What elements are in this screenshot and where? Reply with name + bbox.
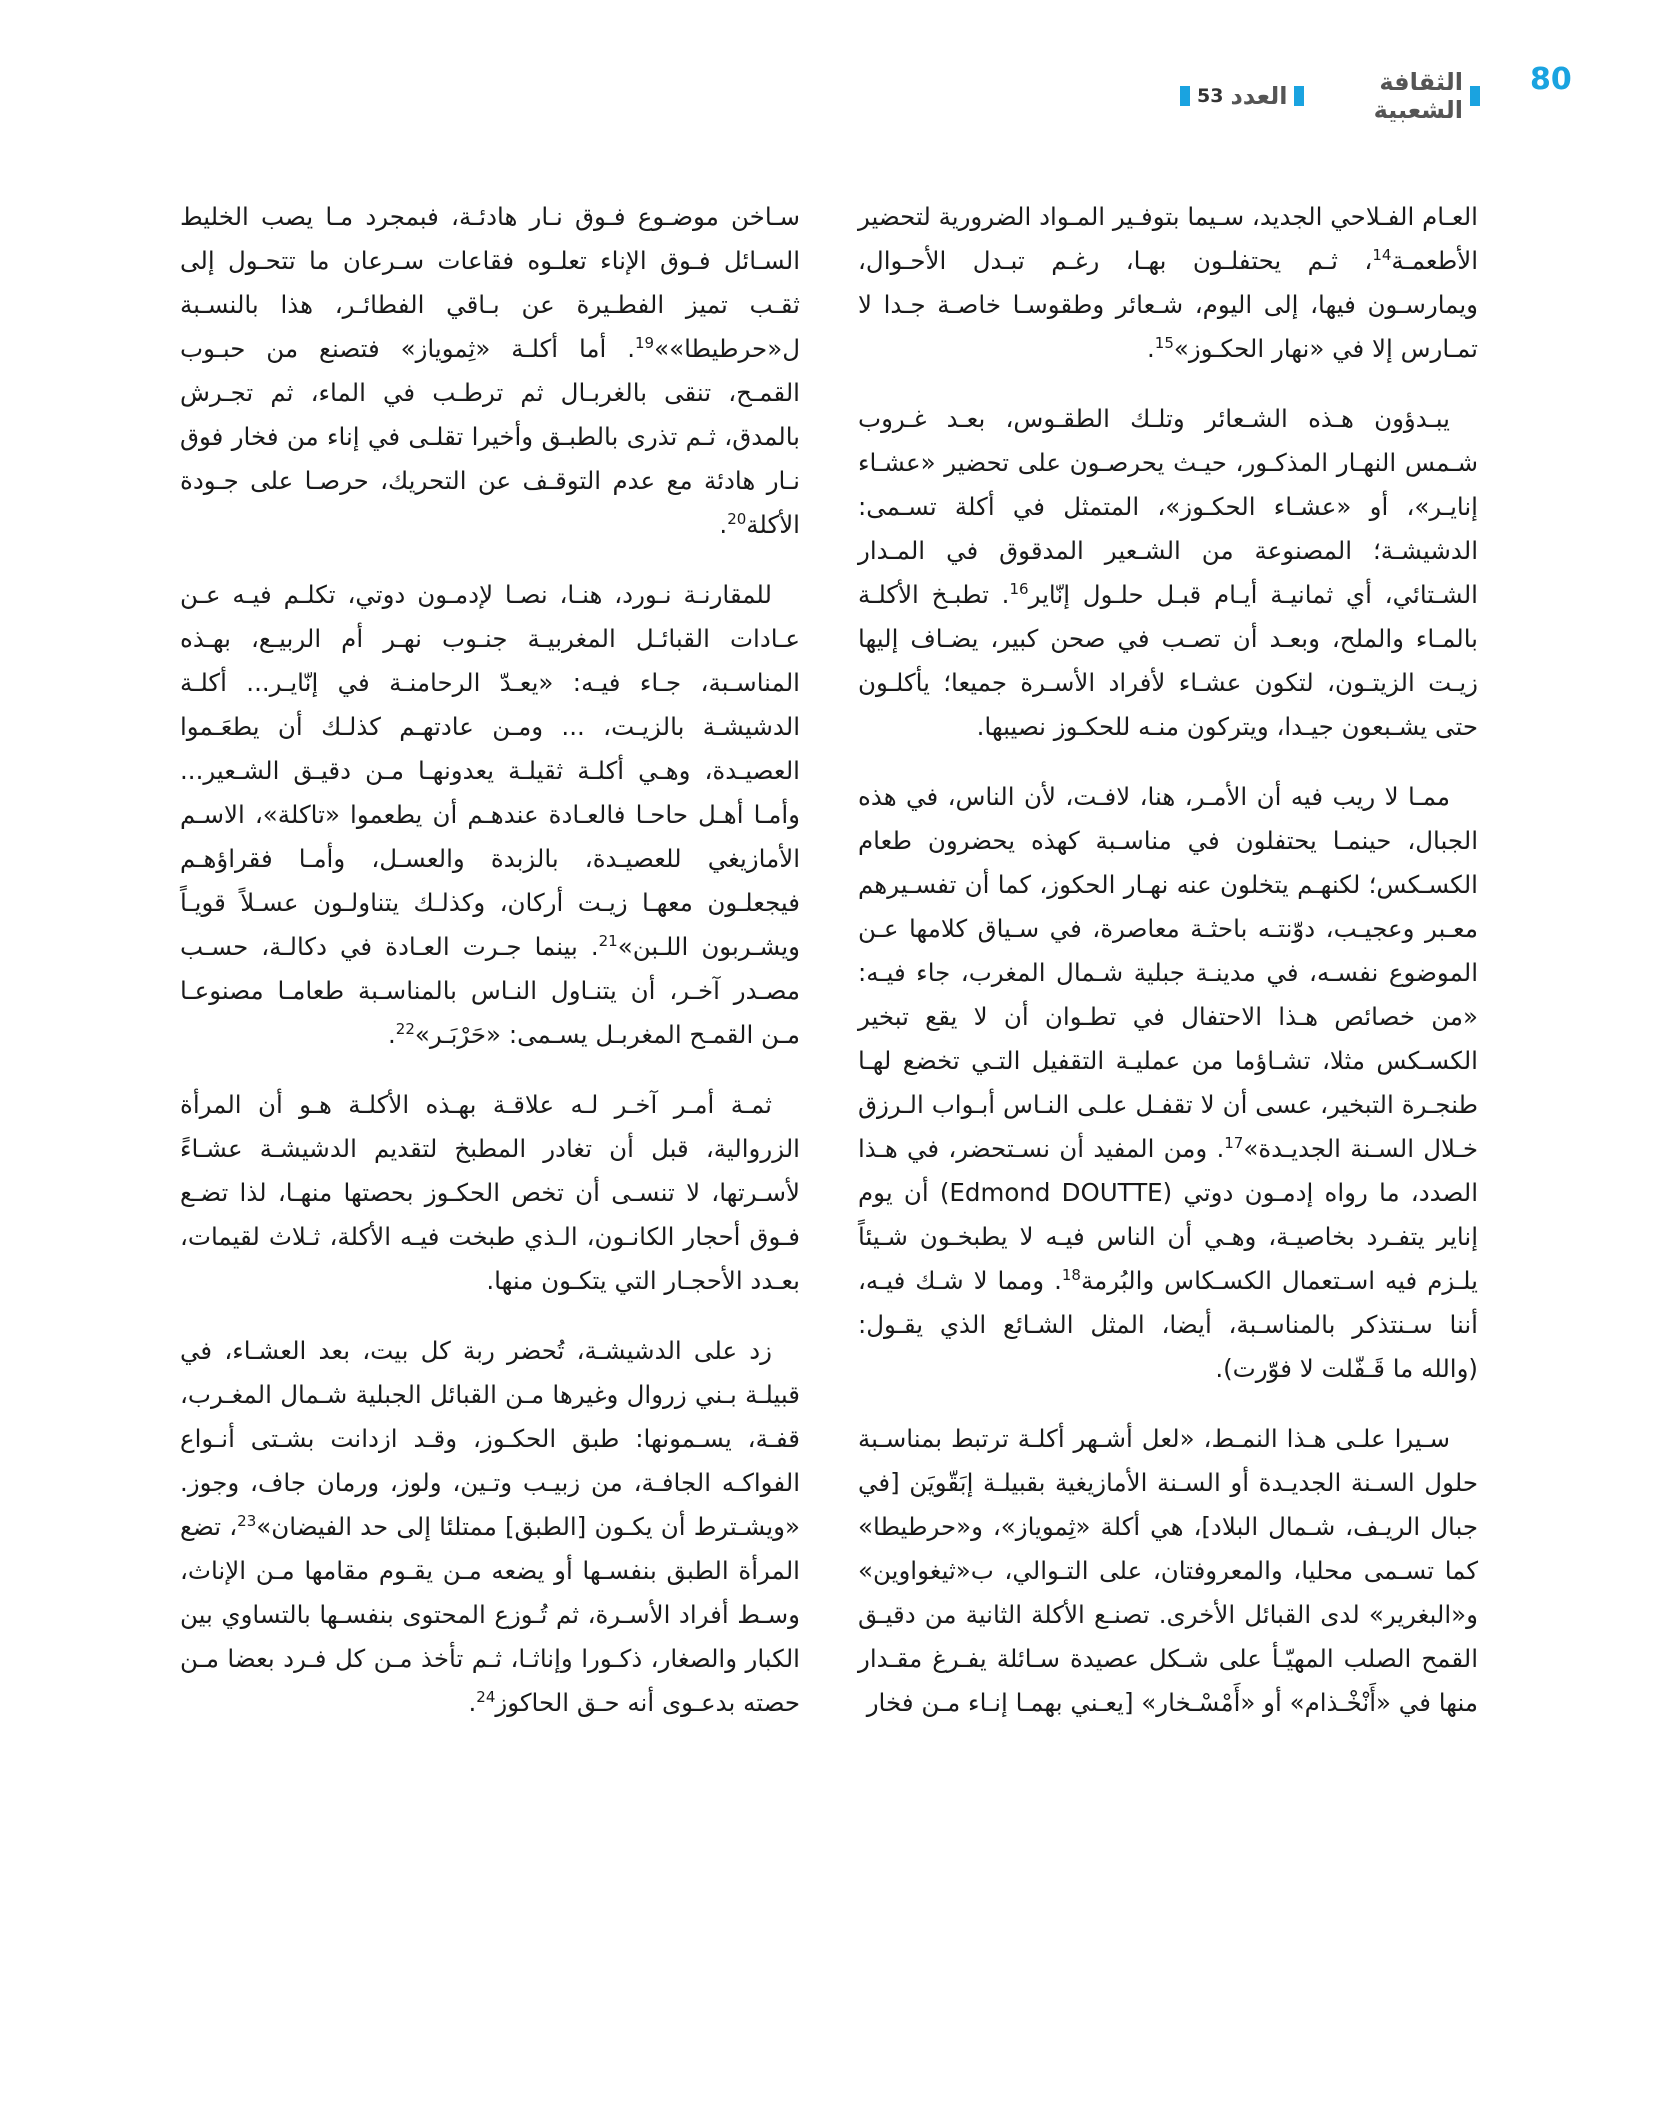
right-column xyxy=(858,195,1478,1751)
paragraph: ممـا لا ريب فيه أن الأمـر، هنا، لافـت، لأن الناس، في هذه الجبال، حينمـا يحتفلون في مناسـبة كهذه يحضرون طعام الكسـكس؛ لكنهـم يتخلون عنه نهـار الحكوز، كما أن تفسـيرهم معـبر وعجيـب، دوّنتـه باحثـة معاصرة، في سـياق كلامها عـن الموضوع نفسـه، في مدينـة جبلية شـمال المغرب، جاء فيـه: «من خصائص هـذا الاحتفال في تطـوان أن لا يقع تبخير الكسـكس مثلا، تشـاؤما من عمليـة التقفيل التـي تخضع لهـا طنجـرة التبخير، عسى أن لا تقفـل علـى النـاس أبـواب الـرزق خـلال السـنة الجديـدة»$^{17}$. ومن المفيد أن نسـتحضر، في هـذا الصدد، ما رواه إدمـون دوتي (Edmond DOUTTE) أن يوم إناير يتفـرد بخاصيـة، وهـي أن الناس فيـه لا يطبخـون شـيئاً يلـزم فيه اسـتعمال الكسـكاس والبُرمة$^{18}$. ومما لا شـك فيـه، أننا سـنتذكر بالمناسـبة، أيضا، المثل الشـائع الذي يقـول: (والله ما قَـفّلت لا فوّرت). xyxy=(858,782,1478,1383)
running-header xyxy=(1180,68,1480,124)
paragraph: زد على الدشيشـة، تُحضر ربة كل بيت، بعد العشـاء، في قبيلـة بـني زروال وغيرها مـن القبائل الجبلية شـمال المغـرب، قفـة، يسـمونها: طبق الحكـوز، وقـد ازدانت بشـتى أنـواع الفواكـه الجافـة، من زبيـب وتـين، ولوز، ورمان جاف، وجوز. «ويشـترط أن يكـون [الطبق] ممتلئا إلى حد الفيضان»$^{23}$، تضع المرأة الطبق بنفسـها أو يضعه مـن يقـوم مقامها مـن الإناث، وسـط أفراد الأسـرة، ثم تُـوزع المحتوى بنفسـها بالتساوي بين الكبار والصغار، ذكـورا وإناثـا، ثـم تأخذ مـن كل فـرد بعضا مـن حصته بدعـوى أنه حـق الحاكوز$^{24}$. xyxy=(180,1336,800,1717)
page-number: 80 xyxy=(1530,62,1572,97)
magazine-title: الثقافة الشعبية xyxy=(1373,68,1463,124)
paragraph: سـاخن موضـوع فـوق نـار هادئـة، فبمجرد مـا يصب الخليط السـائل فـوق الإناء تعلـوه فقاعات سـرعان ما تتحـول إلى ثقـب تميز الفطـيرة عن بـاقي الفطائـر، هذا بالنسـبة ل«حرطيطا»»$^{19}$. أما أكلـة «ثِموياز» فتصنع من حبـوب القمـح، تنقى بالغربـال ثم ترطـب في الماء، ثم تجـرش بالمدق، ثـم تذرى بالطبـق وأخيرا تقلـى في إناء من فخار فوق نـار هادئة مع عدم التوقـف عن التحريك، حرصـا على جـودة الأكلة$^{20}$. xyxy=(180,202,800,539)
square-icon xyxy=(1294,86,1304,106)
issue-label: العدد xyxy=(1230,82,1288,110)
square-icon xyxy=(1470,86,1480,106)
paragraph: سـيرا علـى هـذا النمـط، «لعل أشـهر أكلـة ترتبط بمناسـبة حلول السـنة الجديـدة أو السـنة الأمازيغية بقبيلـة إبَقّويَن [في جبال الريـف، شـمال البلاد]، هي أكلة «ثِموياز»، و«حرطيطا» كما تسـمى محليا، والمعروفتان، على التـوالي، ب«ثيغواوين» و«البغرير» لدى القبائل الأخرى. تصنـع الأكلة الثانية من دقيـق القمح الصلب المهيّـأ على شـكل عصيدة سـائلة يفـرغ مقـدار منها في «أَنْخْـذام» أو «أَمْسْـخار» [يعـني بهمـا إنـاء مـن فخار xyxy=(858,1424,1478,1717)
paragraph: العـام الفـلاحي الجديد، سـيما بتوفـير المـواد الضرورية لتحضير الأطعمـة$^{14}$، ثـم يحتفلـون بهـا، رغـم تبـدل الأحـوال، ويمارسـون فيها، إلى اليوم، شـعائر وطقوسـا خاصـة جـدا لا تمـارس إلا في «نهار الحكـوز»$^{15}$. xyxy=(858,202,1478,363)
paragraph: للمقارنـة نـورد، هنـا، نصـا لإدمـون دوتي، تكلـم فيـه عـن عـادات القبائـل المغربيـة جنـوب نهـر أم الربيـع، بهـذه المناسـبة، جـاء فيـه: «يعـدّ الرحامنـة في إنّايـر... أكلـة الدشيشـة بالزيـت، ... ومـن عادتهـم كذلـك أن يطعَـموا العصيـدة، وهـي أكلـة ثقيلـة يعدونهـا مـن دقيـق الشـعير... وأمـا أهـل حاحـا فالعـادة عندهـم أن يطعموا «تاكلة»، الاسـم الأمازيغي للعصيـدة، بالزبدة والعسـل، وأمـا فقراؤهـم فيجعلـون معهـا زيـت أركان، وكذلـك يتناولـون عسـلاً قويـاً ويشـربون اللـبن»$^{21}$. بينما جـرت العـادة في دكالـة، حسـب مصـدر آخـر، أن يتنـاول النـاس بالمناسـبة طعامـا مصنوعـا مـن القمـح المغربـل يسـمى: «حَرْبَـر»$^{22}$. xyxy=(180,580,800,1049)
paragraph: يبـدؤون هـذه الشـعائر وتلـك الطقـوس، بعـد غـروب شـمس النهـار المذكـور، حيـث يحرصـون على تحضير «عشـاء إنايـر»، أو «عشـاء الحكـوز»، المتمثل في أكلة تسـمى: الدشيشـة؛ المصنوعة من الشـعير المدقوق في المـدار الشـتائي، أي ثمانيـة أيـام قبـل حلـول إنّاير$^{16}$. تطبـخ الأكلـة بالمـاء والملح، وبعـد أن تصـب في صحن كبير، يضـاف إليها زيـت الزيتـون، لتكون عشـاء لأفراد الأسـرة جميعا؛ يأكلـون حتى يشـبعون جيـدا، ويتركون منـه للحكـوز نصيبها. xyxy=(858,404,1478,741)
left-column xyxy=(180,195,800,1751)
paragraph: ثمـة أمـر آخـر لـه علاقـة بهـذه الأكلـة هـو أن المرأة الزروالية، قبل أن تغادر المطبخ لتقديم الدشيشـة عشـاءً لأسـرتها، لا تنسـى أن تخص الحكـوز بحصتها منهـا، لذا تضـع فـوق أحجار الكانـون، الـذي طبخت فيـه الأكلة، ثـلاث لقيمات، بعـدد الأحجـار التي يتكـون منها. xyxy=(180,1090,800,1295)
square-icon xyxy=(1180,86,1190,106)
issue-number: 53 xyxy=(1197,85,1224,107)
